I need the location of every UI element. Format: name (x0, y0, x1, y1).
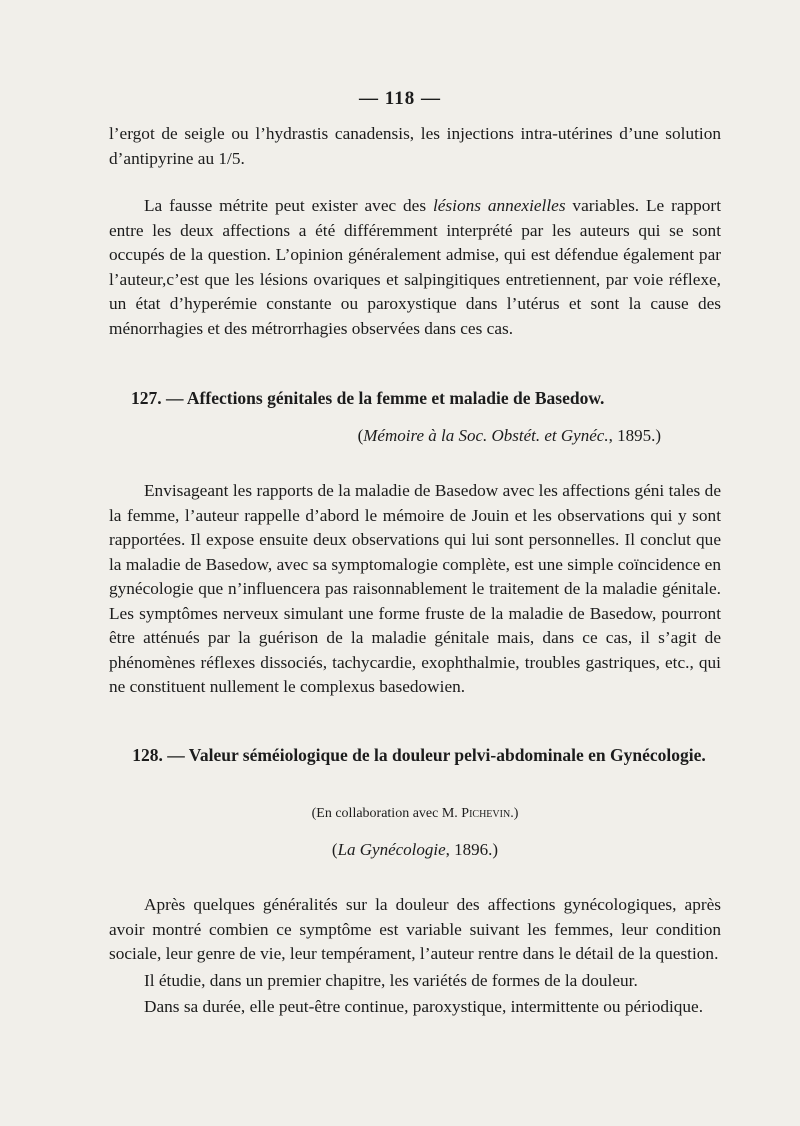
section-128-reference (109, 838, 721, 862)
collaboration-text: (En collaboration avec M. (311, 806, 462, 821)
collaborator-name: Pichevin (461, 806, 511, 821)
paragraph-duree: Dans sa durée, elle peut-être continue, paroxystique, intermittente ou périodique. (144, 997, 704, 1016)
paragraph-top (109, 122, 721, 171)
page-number: — 118 — (359, 88, 441, 109)
reference-journal: La Gynécologie (337, 840, 446, 859)
paragraph-basedow: Envisageant les rapports de la maladie de Basedow avec les affections géni tales de la femme, l’auteur rappelle d’abord le mémoire de Jouin et les observations qui y sont rapportées. Il expose ensuite deux observations qui lui sont personnelles. Il conclut que la maladie de Basedow, avec sa symptomalogie complète, est une simple coïncidence en gynécologie que n’influencera pas raisonnablement le traitement de la maladie génitale. Les symptômes nerveux simulant une forme fruste de la maladie de Basedow, pourront être atténués par la guérison de la maladie génitale mais, dans ce cas, il s’agit de phénomènes réflexes dissociés, tachycardie, exophthalmie, troubles gastriques, etc., qui ne constituent nullement le complexus basedowien. (109, 481, 721, 696)
section-128-collaboration (109, 804, 721, 824)
paragraph-premier-chapitre: Il étudie, dans un premier chapitre, les variétés de formes de la douleur. (144, 970, 638, 990)
collaboration-close: .) (510, 806, 519, 821)
paragraph-ergot: l’ergot de seigle ou l’hydrastis canadensis, les injections intra-utérines d’une solution d’antipyrine au 1/5. (109, 124, 721, 168)
section-heading: 128. — Valeur séméiologique de la douleur pelvi-abdominale en Gynécologie. (132, 745, 706, 765)
paragraph-fausse-metrite (109, 194, 721, 341)
reference-journal: Mémoire à la Soc. Obstét. et Gynéc. (363, 426, 609, 445)
section-128 (109, 743, 721, 767)
paragraph-text: variables. Le rapport entre les deux affections a été différemment interprété par les auteurs qui se sont occupés de la question. L’opinion généralement admise, qui est défendue également par l’auteur,c’est que les lésions ovariques et salpingitiques entretiennent, par voie réflexe, un état d’hyperémie constante ou paroxystique dans l’utérus et sont la cause des ménorrhagies et des métrorrhagies observées dans ces cas. (109, 196, 721, 338)
paragraph-generalites: Après quelques généralités sur la douleur des affections gynécologiques, après avoir montré combien ce symptôme est variable suivant les femmes, leur condition sociale, leur genre de vie, leur tempérament, l’auteur rentre dans le détail de la question. (109, 895, 721, 963)
reference-open: ( (357, 426, 364, 445)
section-127 (109, 386, 721, 410)
section-127-body (109, 479, 721, 700)
paragraph-text: La fausse métrite peut exister avec des (144, 196, 433, 215)
italic-term: lésions annexielles (432, 196, 566, 215)
reference-year: , 1895.) (608, 426, 661, 445)
section-heading: 127. — Affections génitales de la femme et maladie de Basedow. (131, 388, 605, 408)
section-128-body (109, 893, 721, 1020)
section-127-reference (109, 424, 661, 448)
reference-year: , 1896.) (445, 840, 499, 859)
reference-open: ( (331, 840, 338, 859)
